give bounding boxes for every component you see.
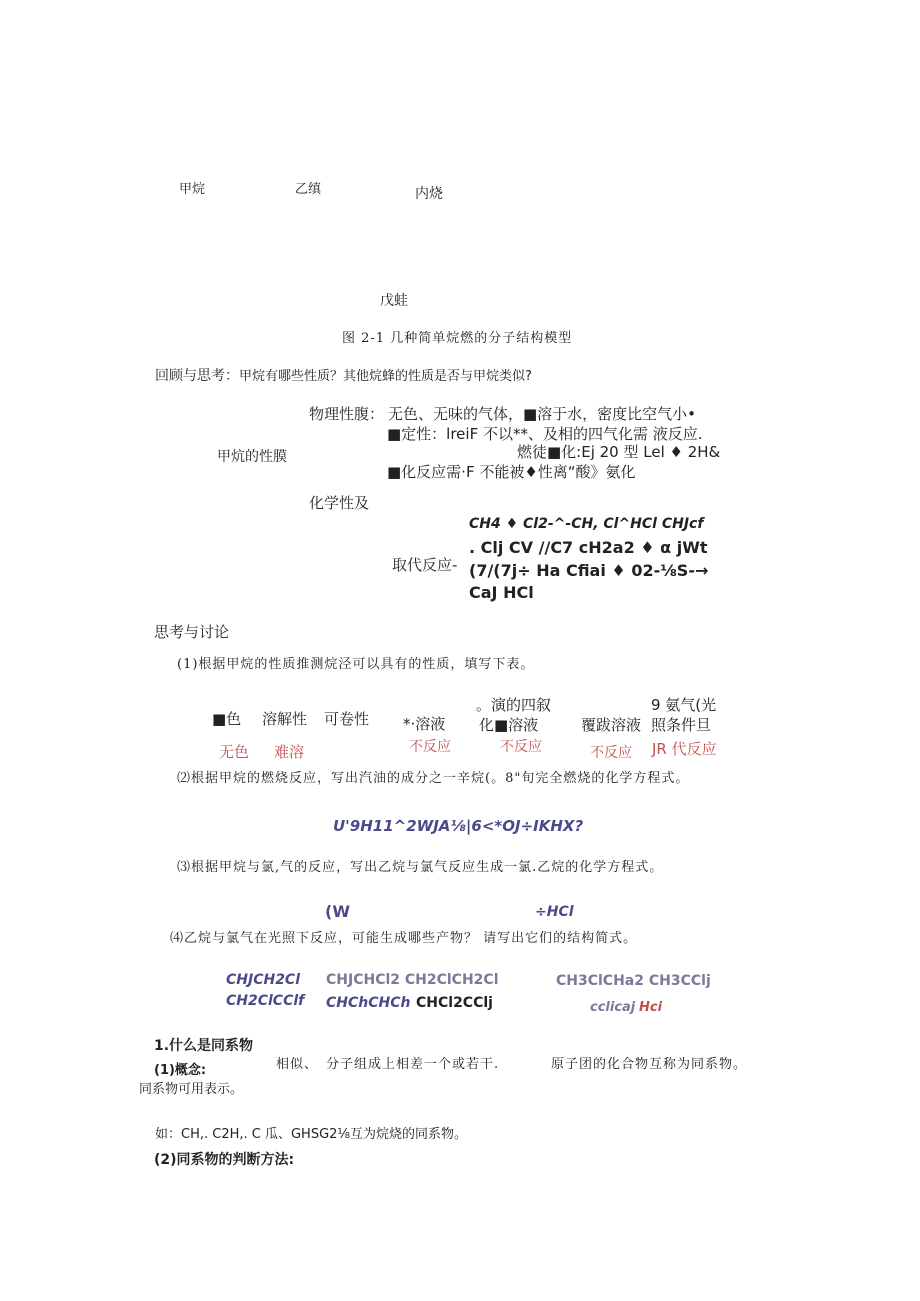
substitution-equation-4: CaJ HCl <box>469 583 534 602</box>
answer-2-equation: U'9H11^2WJA⅛|6<*OJ÷IKHX? <box>333 817 584 835</box>
homologue-heading: 1.什么是同系物 <box>154 1038 254 1054</box>
table-answer-solubility: 难溶 <box>274 743 305 761</box>
review-label: 回顾与思考： <box>155 368 239 384</box>
model-label-methane: 甲烷 <box>179 182 206 197</box>
combustion-text: 燃徒■化:Ej 20 型 Lel ♦ 2H& <box>517 443 721 461</box>
homologue-example: 如：CH,. C2H,. C 瓜、GHSG2⅛互为烷烧的同系物。 <box>155 1127 468 1142</box>
table-header-light-line2: 照条件旦 <box>651 716 712 734</box>
product-5: CH3ClCHa2 CH3CClj <box>556 973 711 989</box>
model-label-ethane: 乙缜 <box>295 182 322 197</box>
table-answer-acid: 不反应 <box>590 745 632 761</box>
table-header-acid: 覆跋溶液 <box>581 716 642 734</box>
table-header-light-line1: 9 氨气(光 <box>651 696 717 714</box>
question-1: (1)根据甲烷的性质推测烷泾可以具有的性质，填写下表。 <box>177 657 535 672</box>
table-answer-kmno4: 不反应 <box>409 739 451 755</box>
product-2: CH2ClCClf <box>226 993 305 1009</box>
product-3: CHJCHCl2 CH2ClCH2Cl <box>326 972 499 988</box>
physical-label: 物理性腹： <box>309 405 385 423</box>
model-label-pentane: 戊蛙 <box>380 293 408 309</box>
oxidation-text: ■化反应需·F 不能被♦性离“酸》氨化 <box>387 463 636 481</box>
discussion-heading: 思考与讨论 <box>154 623 230 641</box>
substitution-equation-3: (7/(7j÷ Ha Cfiai ♦ 02-⅛S-→ <box>469 561 709 580</box>
chemical-label: 化学性及 <box>309 494 370 512</box>
concept-end: 原子团的化合物互称为同系物。 <box>551 1057 748 1072</box>
table-header-ccl4-line1: 。演的四叙 <box>476 696 552 714</box>
figure-caption: 图 2-1 几种简单烷燃的分子结构模型 <box>342 331 573 346</box>
question-3: ⑶根据甲烷与氯,气的反应，写出乙烷与氯气反应生成一氯.乙烷的化学方程式。 <box>177 860 664 875</box>
product-6a: cclicaj <box>590 1000 636 1015</box>
review-question: 甲烷有哪些性质？其他烷蜂的性质是否与甲烷类似? <box>239 369 532 384</box>
substitution-equation-1: CH4 ♦ Cl2-^-CH, Cl^HCl CHJcf <box>469 516 704 532</box>
table-header-solubility: 溶解性 <box>262 710 308 728</box>
physical-text: 无色、无味的气体，■溶于水，密度比空气小• <box>388 405 697 423</box>
table-header-kmno4: *·溶液 <box>403 715 446 733</box>
question-2: ⑵根据甲烷的燃烧反应，写出汽油的成分之一辛烷(。8"旬完全燃烧的化学方程式。 <box>177 771 690 786</box>
table-answer-light: JR 代反应 <box>652 740 717 758</box>
substitution-label: 取代反应- <box>392 556 458 574</box>
table-header-flammability: 可卷性 <box>324 710 370 728</box>
product-6b: Hci <box>639 1000 663 1015</box>
table-answer-color: 无色 <box>219 743 250 761</box>
table-header-ccl4-line2: 化■溶液 <box>479 716 539 734</box>
product-4b: CHCl2CClj <box>416 995 493 1011</box>
properties-root: 甲炕的性膜 <box>217 449 287 465</box>
product-4a: CHChCHCh <box>326 995 411 1011</box>
concept-line-2: 同系物可用表示。 <box>139 1082 244 1097</box>
concept-text: 分子组成上相差一个或若干. <box>326 1057 500 1072</box>
concept-label: (1)概念: <box>154 1063 207 1078</box>
table-header-color: ■色 <box>212 710 242 728</box>
answer-3-left: (W <box>325 902 350 921</box>
substitution-equation-2: . Clj CV //C7 cH2a2 ♦ α jWt <box>469 538 708 557</box>
question-4: ⑷乙烷与氯气在光照下反应，可能生成哪些产物？ 请写出它们的结构简式。 <box>170 931 638 946</box>
concept-mid: 相似、 <box>276 1057 319 1072</box>
product-1: CHJCH2Cl <box>226 972 301 988</box>
review-prompt <box>155 368 532 385</box>
judgement-method: (2)同系物的判断方法: <box>154 1152 295 1168</box>
model-label-propane: 内烧 <box>415 186 443 202</box>
stability-text: ■定性：lreiF 不以**、及相的四气化需 液反应. <box>387 425 703 443</box>
table-answer-ccl4: 不反应 <box>500 739 542 755</box>
answer-3-right: ÷HCl <box>535 904 574 920</box>
